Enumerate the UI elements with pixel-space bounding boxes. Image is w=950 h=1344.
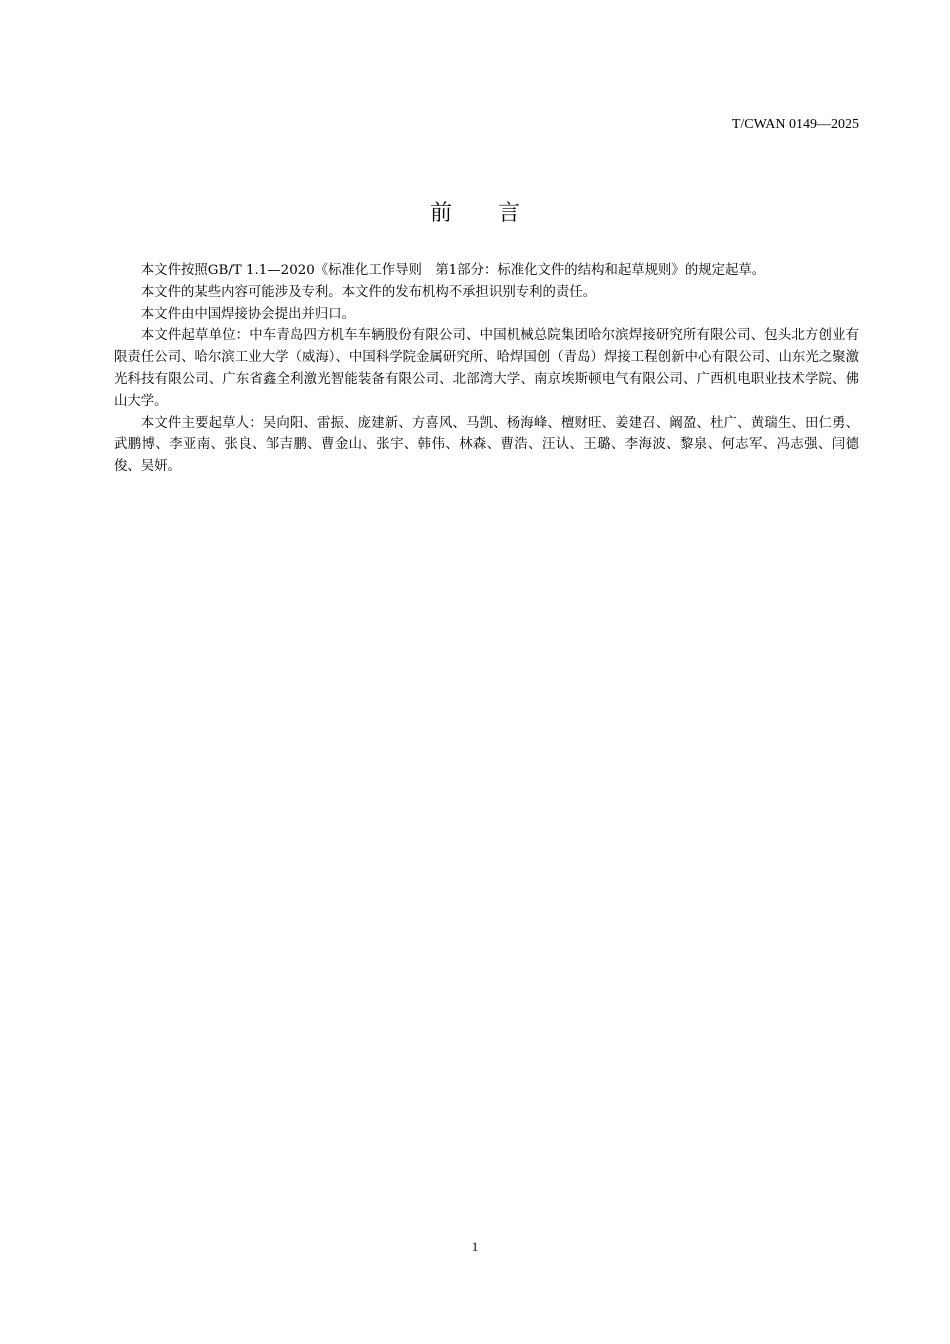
paragraph-drafting-rules: 本文件按照GB/T 1.1—2020《标准化工作导则 第1部分：标准化文件的结构和起草规则》的规定起草。 bbox=[140, 263, 766, 278]
foreword-body bbox=[114, 260, 859, 478]
document-code: T/CWAN 0149—2025 bbox=[731, 117, 859, 132]
page-number: 1 bbox=[471, 1239, 479, 1254]
paragraph-drafting-organizations: 本文件起草单位：中车青岛四方机车车辆股份有限公司、中国机械总院集团哈尔滨焊接研究所有限公司、包头北方创业有限责任公司、哈尔滨工业大学（威海）、中国科学院金属研究所、哈焊国创（青岛）焊接工程创新中心有限公司、山东光之聚激光科技有限公司、广东省鑫全利激光智能装备有限公司、北部湾大学、南京埃斯顿电气有限公司、广西机电职业技术学院、佛山大学。 bbox=[114, 328, 859, 409]
paragraph-proposer: 本文件由中国焊接协会提出并归口。 bbox=[140, 306, 356, 322]
page-title: 前言 bbox=[429, 201, 566, 226]
paragraph-main-drafters: 本文件主要起草人：吴向阳、雷振、庞建新、方喜风、马凯、杨海峰、檀财旺、姜建召、阚盈、杜广、黄瑞生、田仁勇、武鹏博、李亚南、张良、邹吉鹏、曹金山、张宇、韩伟、林森、曹浩、汪认、王璐、李海波、黎泉、何志军、冯志强、闫德俊、吴妍。 bbox=[114, 415, 859, 475]
paragraph-patent-notice: 本文件的某些内容可能涉及专利。本文件的发布机构不承担识别专利的责任。 bbox=[140, 284, 597, 300]
